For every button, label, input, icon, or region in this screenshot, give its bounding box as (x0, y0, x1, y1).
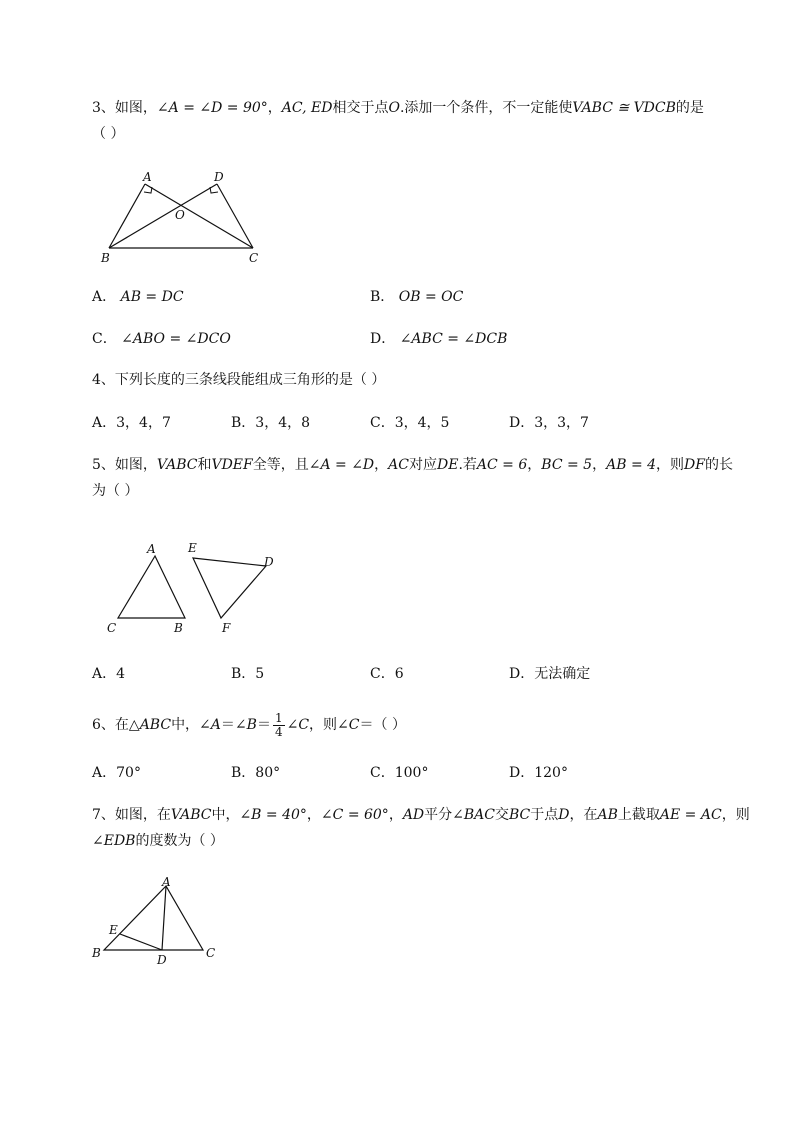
q7-stem: 7、如图，在VABC中，∠B = 40°，∠C = 60°，AD平分∠BAC交BC于点D，在AB上截取AE = AC，则 (92, 807, 750, 823)
q5-label-f: F (222, 621, 231, 635)
q3-label-d: D (214, 170, 224, 184)
q4-option-c[interactable]: C．3，4，5 (370, 415, 450, 431)
q7-label-b: B (92, 946, 101, 960)
q5-label-e: E (188, 541, 197, 555)
q7-stem-line2: ∠EDB的度数为（ ） (92, 833, 224, 849)
q3-label-o: O (175, 208, 185, 222)
q6-option-c[interactable]: C．100° (370, 765, 429, 781)
q5-stem: 5、如图，VABC和VDEF全等，且∠A = ∠D，AC对应DE.若AC = 6，BC = 5，AB = 4，则DF的长 (92, 457, 733, 473)
q6-stem: 6、在△ABC中，∠A＝∠B＝ $\frac{1}{4}$ ∠C，则∠C＝（ ） (92, 710, 406, 739)
q6-fraction: $\frac{1}{4}$ (274, 710, 283, 739)
q7-label-d: D (157, 953, 167, 967)
q3-label-b: B (101, 251, 110, 265)
q4-option-b[interactable]: B．3，4，8 (231, 415, 311, 431)
q5-option-d[interactable]: D．无法确定 (509, 666, 591, 682)
q3-paren: （ ） (92, 126, 125, 142)
q3-label-c: C (249, 251, 259, 265)
q3-label-a: A (143, 170, 152, 184)
q5-stem-line2: 为（ ） (92, 483, 139, 499)
q4-option-a[interactable]: A．3，4，7 (92, 415, 171, 431)
q4-option-d[interactable]: D．3，3，7 (509, 415, 589, 431)
q5-option-b[interactable]: B．5 (231, 666, 265, 682)
q3-option-b[interactable]: B． OB = OC (370, 289, 464, 305)
q6-option-b[interactable]: B．80° (231, 765, 281, 781)
q3-figure (95, 168, 275, 268)
q5-label-b: B (174, 621, 183, 635)
q7-label-e: E (109, 923, 118, 937)
q5-label-a: A (147, 542, 156, 556)
q3-option-a[interactable]: A． AB = DC (92, 289, 184, 305)
q5-option-c[interactable]: C．6 (370, 666, 404, 682)
q7-label-c: C (206, 946, 216, 960)
q6-option-a[interactable]: A．70° (92, 765, 141, 781)
q3-stem: 3、如图，∠A = ∠D = 90°，AC, ED相交于点O.添加一个条件，不一定能使VABC ≅ VDCB的是 (92, 100, 704, 116)
q5-option-a[interactable]: A．4 (92, 666, 126, 682)
q7-label-a: A (162, 875, 171, 889)
q3-option-d[interactable]: D． ∠ABC = ∠DCB (370, 331, 508, 347)
q5-figure (100, 538, 290, 638)
q7-figure (88, 872, 228, 972)
q5-label-d: D (264, 555, 274, 569)
q5-label-c: C (107, 621, 117, 635)
q3-option-c[interactable]: C． ∠ABO = ∠DCO (92, 331, 231, 347)
q4-stem: 4、下列长度的三条线段能组成三角形的是（ ） (92, 372, 386, 388)
q6-option-d[interactable]: D．120° (509, 765, 568, 781)
